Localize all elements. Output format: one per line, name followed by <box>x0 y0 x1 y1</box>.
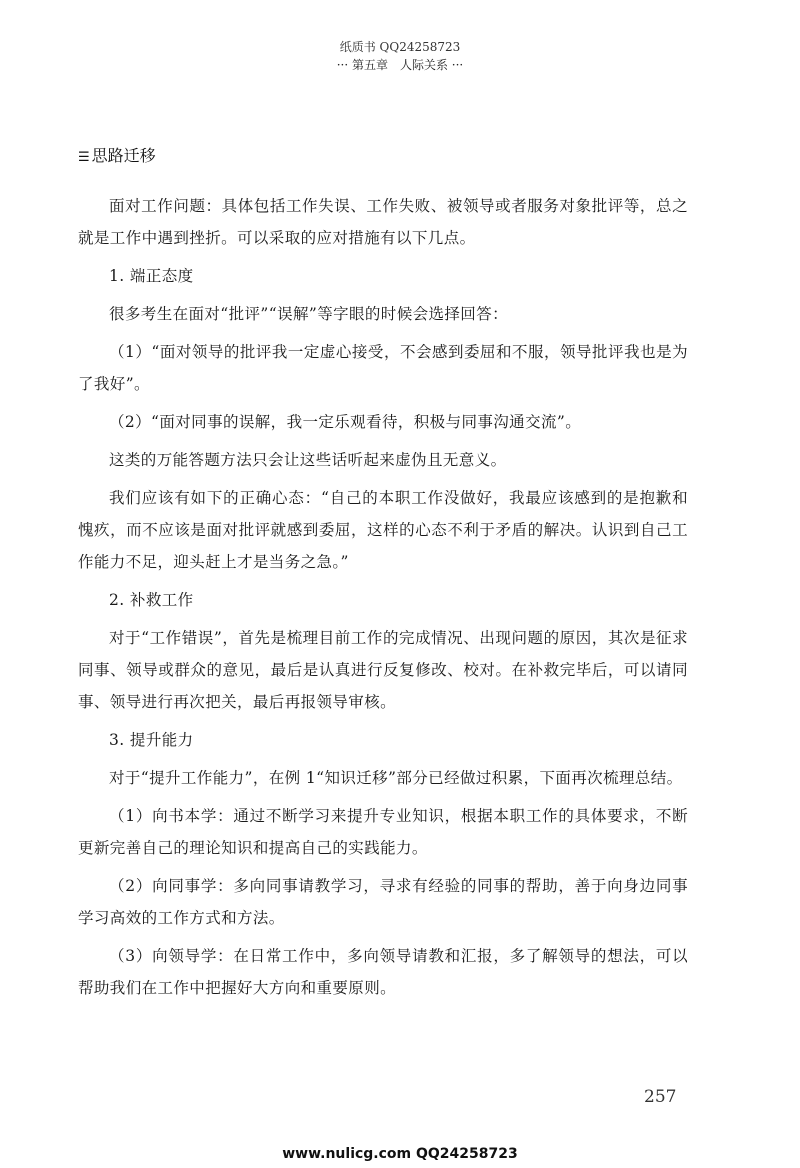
paragraph-intro: 面对工作问题：具体包括工作失误、工作失败、被领导或者服务对象批评等，总之就是工作中遇到挫折。可以采取的应对措施有以下几点。 <box>78 197 688 247</box>
section-heading <box>78 144 688 170</box>
footer-watermark: www.nulicg.com QQ24258723 <box>282 1146 518 1162</box>
paragraph-learn-books: （1）向书本学：通过不断学习来提升专业知识，根据本职工作的具体要求，不断更新完善自己的理论知识和提高自己的实践能力。 <box>78 807 688 857</box>
page-body <box>78 144 688 1010</box>
running-header <box>0 38 800 74</box>
paragraph-answer-2: （2）“面对同事的误解，我一定乐观看待，积极与同事沟通交流”。 <box>109 413 582 431</box>
paragraph-remedy-steps: 对于“工作错误”，首先是梳理目前工作的完成情况、出现问题的原因，其次是征求同事、领导或群众的意见，最后是认真进行反复修改、校对。在补救完毕后，可以请同事、领导进行再次把关，最后再报领导审核。 <box>78 629 688 711</box>
paragraph-answer-1: （1）“面对领导的批评我一定虚心接受，不会感到委屈和不服，领导批评我也是为了我好”。 <box>78 343 688 393</box>
page-number: 257 <box>644 1087 677 1107</box>
header-book-info: 纸质书 QQ24258723 <box>339 40 461 54</box>
subheading-remedy: 2. 补救工作 <box>109 591 194 609</box>
paragraph-improve-intro: 对于“提升工作能力”，在例 1“知识迁移”部分已经做过积累，下面再次梳理总结。 <box>109 769 683 787</box>
paragraph-common-answers: 很多考生在面对“批评”“误解”等字眼的时候会选择回答： <box>109 305 508 323</box>
paragraph-learn-leaders: （3）向领导学：在日常工作中，多向领导请教和汇报，多了解领导的想法，可以帮助我们在工作中把握好大方向和重要原则。 <box>78 947 688 997</box>
paragraph-correct-mindset: 我们应该有如下的正确心态：“自己的本职工作没做好，我最应该感到的是抱歉和愧疚，而不应该是面对批评就感到委屈，这样的心态不利于矛盾的解决。认识到自己工作能力不足，迎头赶上才是当务之急。” <box>78 489 688 571</box>
subheading-improve: 3. 提升能力 <box>109 731 194 749</box>
paragraph-critique: 这类的万能答题方法只会让这些话听起来虚伪且无意义。 <box>109 451 507 469</box>
section-title-text: 思路迁移 <box>91 146 156 165</box>
paragraph-learn-colleagues: （2）向同事学：多向同事请教学习，寻求有经验的同事的帮助，善于向身边同事学习高效的工作方式和方法。 <box>78 877 688 927</box>
section-marker-icon: ☰ <box>78 150 90 165</box>
header-chapter-title: ··· 第五章 人际关系 ··· <box>336 58 464 72</box>
subheading-attitude: 1. 端正态度 <box>109 267 194 285</box>
